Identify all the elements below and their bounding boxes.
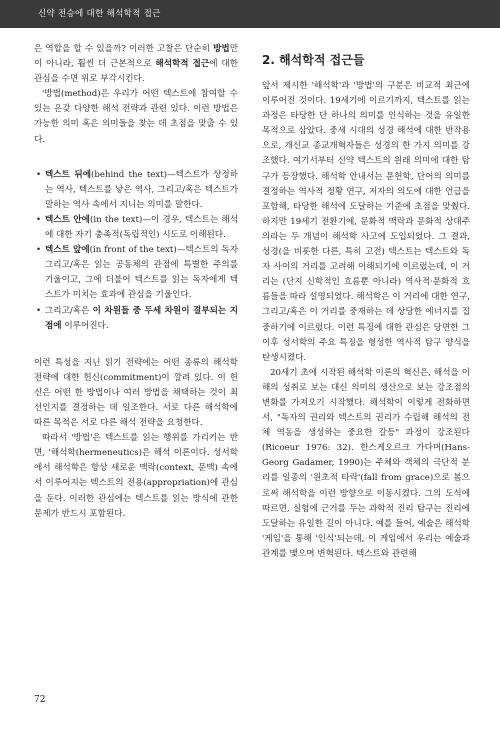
bold-term: 텍스트 안에 <box>45 214 90 225</box>
text-run: 에 대한 관심을 수면 위로 부각시킨다. <box>34 59 238 85</box>
text-run: (in front of the text)—텍스트의 독자 그리고/혹은 읽는 공동체의 관점에 특별한 주의를 기울이고, 그에 더불어 텍스트를 읽는 독자에게 텍스트가 미치는 효과에 관심을 기울인다. <box>45 245 238 301</box>
right-paragraph-1: 앞서 제시한 '해석학'과 '방법'의 구분은 비교적 최근에 이루어진 것이다. 19세기에 이르기까지, 텍스트를 읽는 과정은 타당한 단 하나의 의미를 인식하는 것을 유일한 목적으로 삼았다. 중세 시대의 성경 해석에 대한 반작용으로, 개신교 종교개혁자들은 성경의 한 가지 의미를 강조했다. 여기서부터 신약 텍스트의 원래 의미에 대한 탐구가 등장했다. 해석학 안내서는 문헌학, 단어의 의미를 결정하는 역사적 정황 연구, 저자의 의도에 대한 언급을 포함해, 타당한 해석에 도달하는 기준에 초점을 맞췄다. 하지만 19세기 전환기에, 문화적 맥락과 문화적 상대주의라는 두 개념이 해석학 사고에 도입되었다. 그 결과, 성경(을 비롯한 다른, 특히 고전) 텍스트는 텍스트와 독자 사이의 거리를 고려해 이해되기에 이르렀는데, 이 거리는 (단지 신학적인 흐름뿐 아니라) 역사적·문화적 흐름들을 따라 설명되었다. 해석학은 이 거리에 대한 연구, 그리고/혹은 이 거리를 중재하는 데 상당한 에너지를 집중하기에 이르렀다. 이런 특징에 대한 관심은 당면한 그 이후 성서학의 주요 특징을 형성한 역사적 탐구 양식을 탄생시켰다. <box>262 81 470 363</box>
list-item <box>34 213 238 243</box>
running-title: 신약 전승에 대한 해석학적 접근 <box>38 9 161 19</box>
right-column <box>262 52 470 562</box>
text-run: (behind the text)—텍스트가 상정하는 역사, 텍스트를 낳은 역사, 그리고/혹은 텍스트가 말하는 역사 속에서 지니는 의미를 말한다. <box>45 169 238 210</box>
left-paragraph-2: '방법(method)은 우리가 어떤 텍스트에 참여할 수 있는 온갖 다양한 해석 전략과 관련 있다. 이런 방법은 가능한 의미 혹은 의미들을 찾는 데 초점을 맞출 수 있다. <box>34 89 238 145</box>
text-run: 은 역할을 할 수 있을까? 이러한 고찰은 단순히 <box>34 44 214 54</box>
bold-term: 방법 <box>213 44 230 54</box>
bold-term: 텍스트 앞에 <box>45 245 90 256</box>
bold-term: 해석학적 접근 <box>155 59 210 70</box>
list-item <box>34 243 238 303</box>
reading-dimension-list <box>34 168 238 334</box>
text-run: 그리고/혹은 <box>45 305 93 316</box>
list-item <box>34 168 238 213</box>
right-paragraph-2: 20세기 초에 시작된 해석학 이론의 혁신은, 해석을 이해의 성취로 보는 대신 의미의 생산으로 보는 강조점의 변화를 가져오기 시작했다. 해석학이 이렇게 전화하면서, "독자의 권리와 텍스트의 권리가 수립해 해석의 전체 역동을 생성하는 중요한 갈등" 과정이 강조된다(Ricoeur 1976: 32). 한스게오르크 가다머(Hans-Georg Gadamer, 1990)는 주체와 객체의 극단적 분리를 일종의 '원초적 타락'(fall from grace)으로 봄으로써 해석학을 이런 방향으로 이동시켰다. 그의 도식에 따르면, 실험에 근거를 두는 과학적 진리 탐구는 진리에 도달하는 유일한 길이 아니다. 예를 들어, 예술은 해석학 '게임'을 통해 '인식'되는데, 이 게임에서 우리는 예술과 관계를 맺으며 변혁된다. 텍스트와 관련해 <box>262 367 470 559</box>
bold-term: 이 차원들 중 두세 차원이 결부되는 지점에 <box>45 305 238 331</box>
left-column <box>34 42 238 522</box>
text-run: 만이 아니라, 훨씬 더 근본적으로 <box>34 44 238 70</box>
list-item <box>34 304 238 334</box>
running-header <box>0 0 500 28</box>
text-run: (in the text)—이 경우, 텍스트는 해석에 대한 자기 충족적(독립적인) 시도로 이해된다. <box>45 214 238 241</box>
left-paragraph-1 <box>34 42 238 87</box>
page-number: 72 <box>34 695 46 705</box>
bold-term: 텍스트 뒤에 <box>45 169 92 180</box>
section-heading: 2. 해석학적 접근들 <box>262 53 365 67</box>
left-paragraph-4: 따라서 '방법'은 텍스트를 읽는 행위를 가리키는 반면, '해석학(hermeneutics)은 해석 이론이다. 성서학에서 해석학은 항상 새로운 맥락(context, 문맥) 속에서 이루어지는 텍스트의 전용(appropriation)에 관심을 둔다. 이러한 관심에는 텍스트를 읽는 방식에 관한 문제가 반드시 포함된다. <box>34 433 238 519</box>
text-run: 이루어진다. <box>61 320 109 331</box>
left-paragraph-3: 이런 특성을 지닌 읽기 전략에는 어떤 종류의 해석학 전략에 대한 헌신(commitment)이 깔려 있다. 이 헌신은 어떤 한 방법이나 여러 방법을 채택하는 것이 최선인지를 결정하는 데 일조한다. 서로 다른 해석학에 따른 목적은 서로 다른 해석 전략을 요청한다. <box>34 357 238 429</box>
